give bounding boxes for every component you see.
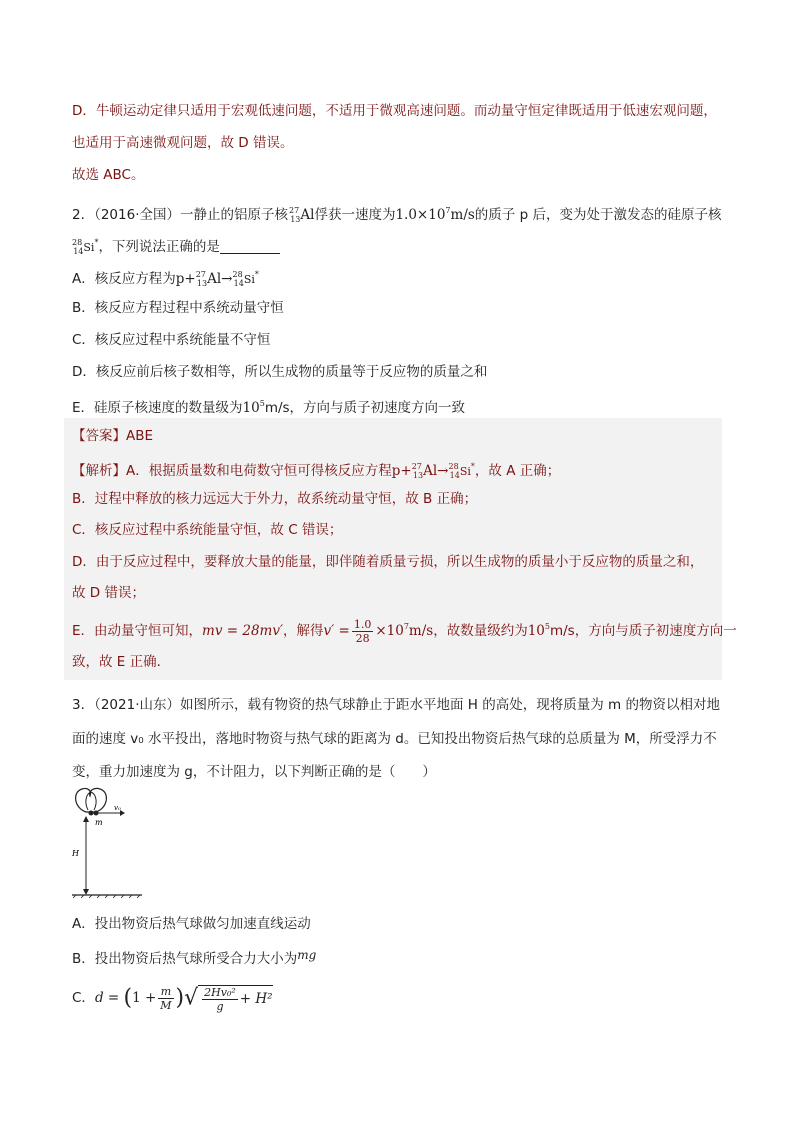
option-d-explanation-line2: 也适用于高速微观问题，故 D 错误。 [72, 135, 294, 151]
analysis-e-line2: 致，故 E 正确． [72, 654, 171, 670]
v0-label: v₀ [114, 804, 121, 812]
al-nucleus: $^{27}_{13}$Al [289, 206, 315, 224]
H-label: H [72, 849, 79, 858]
q2-option-e: E．硅原子核速度的数量级为$10^5m/s$，方向与质子初速度方向一致 [72, 399, 466, 416]
analysis-b: B．过程中释放的核力远远大于外力，故系统动量守恒，故 B 正确； [72, 491, 478, 507]
analysis-d-line1: D．由于反应过程中，要释放大量的能量，即伴随着质量亏损，所以生成物的质量小于反应物的质量之和， [72, 554, 704, 570]
q2-option-b: B．核反应方程过程中系统动量守恒 [72, 300, 284, 316]
balloon-icon [76, 788, 107, 815]
answer-line: 【答案】ABE [72, 428, 154, 444]
m-label: m [95, 818, 103, 827]
q3-stem-line3: 变，重力加速度为 g，不计阻力，以下判断正确的是（ ） [72, 764, 436, 780]
q2-option-d: D．核反应前后核子数相等，所以生成物的质量等于反应物的质量之和 [72, 364, 488, 380]
answer-blank [220, 239, 280, 254]
q3-option-c: C．d = (1 + $\frac{m}{M}$ )√ $\frac{\text{2Hv₀²}}{g}$ + H² [72, 985, 273, 1013]
q2-stem-line2: $^{28}_{14}$Si*，下列说法正确的是 [72, 233, 280, 262]
option-d-explanation-line1: D．牛顿运动定律只适用于宏观低速问题，不适用于微观高速问题。而动量守恒定律既适用于低速宏观问题， [72, 103, 717, 119]
q2-option-a: A．核反应方程为p+$^{27}_{13}$Al→$^{28}_{14}$Si* [72, 270, 259, 288]
q2-stem-line1: 2．（2016·全国）一静止的铝原子核$^{27}_{13}$Al俘获一速度为$1.0\times 10^7m/s$的质子 p 后，变为处于激发态的硅原子核 [72, 201, 721, 230]
fraction: $\frac{1.0}{28}$ [353, 617, 372, 645]
analysis-c: C．核反应过程中系统能量守恒，故 C 错误； [72, 522, 343, 538]
balloon-figure [68, 786, 148, 898]
q3-stem-line1: 3．（2021·山东）如图所示，载有物资的热气球静止于距水平地面 H 的高处，现将质量为 m 的物资以相对地 [72, 697, 720, 713]
si-nucleus: $^{28}_{14}$Si* [72, 238, 99, 256]
analysis-d-line2: 故 D 错误； [72, 585, 145, 601]
q3-option-b: B．投出物资后热气球所受合力大小为mg [72, 948, 317, 967]
q3-stem-line2: 面的速度 v₀ 水平投出，落地时物资与热气球的距离为 d。已知投出物资后热气球的总质量为 M，所受浮力不 [72, 731, 717, 747]
q3-option-a: A．投出物资后热气球做匀加速直线运动 [72, 916, 311, 932]
q2-option-c: C．核反应过程中系统能量不守恒 [72, 332, 271, 348]
analysis-a: 【解析】A．根据质量数和电荷数守恒可得核反应方程p+$^{27}_{13}$Al→$^{28}_{14}$Si*，故 A 正确； [72, 462, 561, 480]
previous-answer: 故选 ABC。 [72, 167, 145, 183]
analysis-e-line1: E．由动量守恒可知，mv = 28mv′，解得v′ = $\frac{1.0}{28}$ $\times 10^7m/s$，故数量级约为$10^5m/s$，方向与质子初速度方向一 [72, 617, 737, 645]
